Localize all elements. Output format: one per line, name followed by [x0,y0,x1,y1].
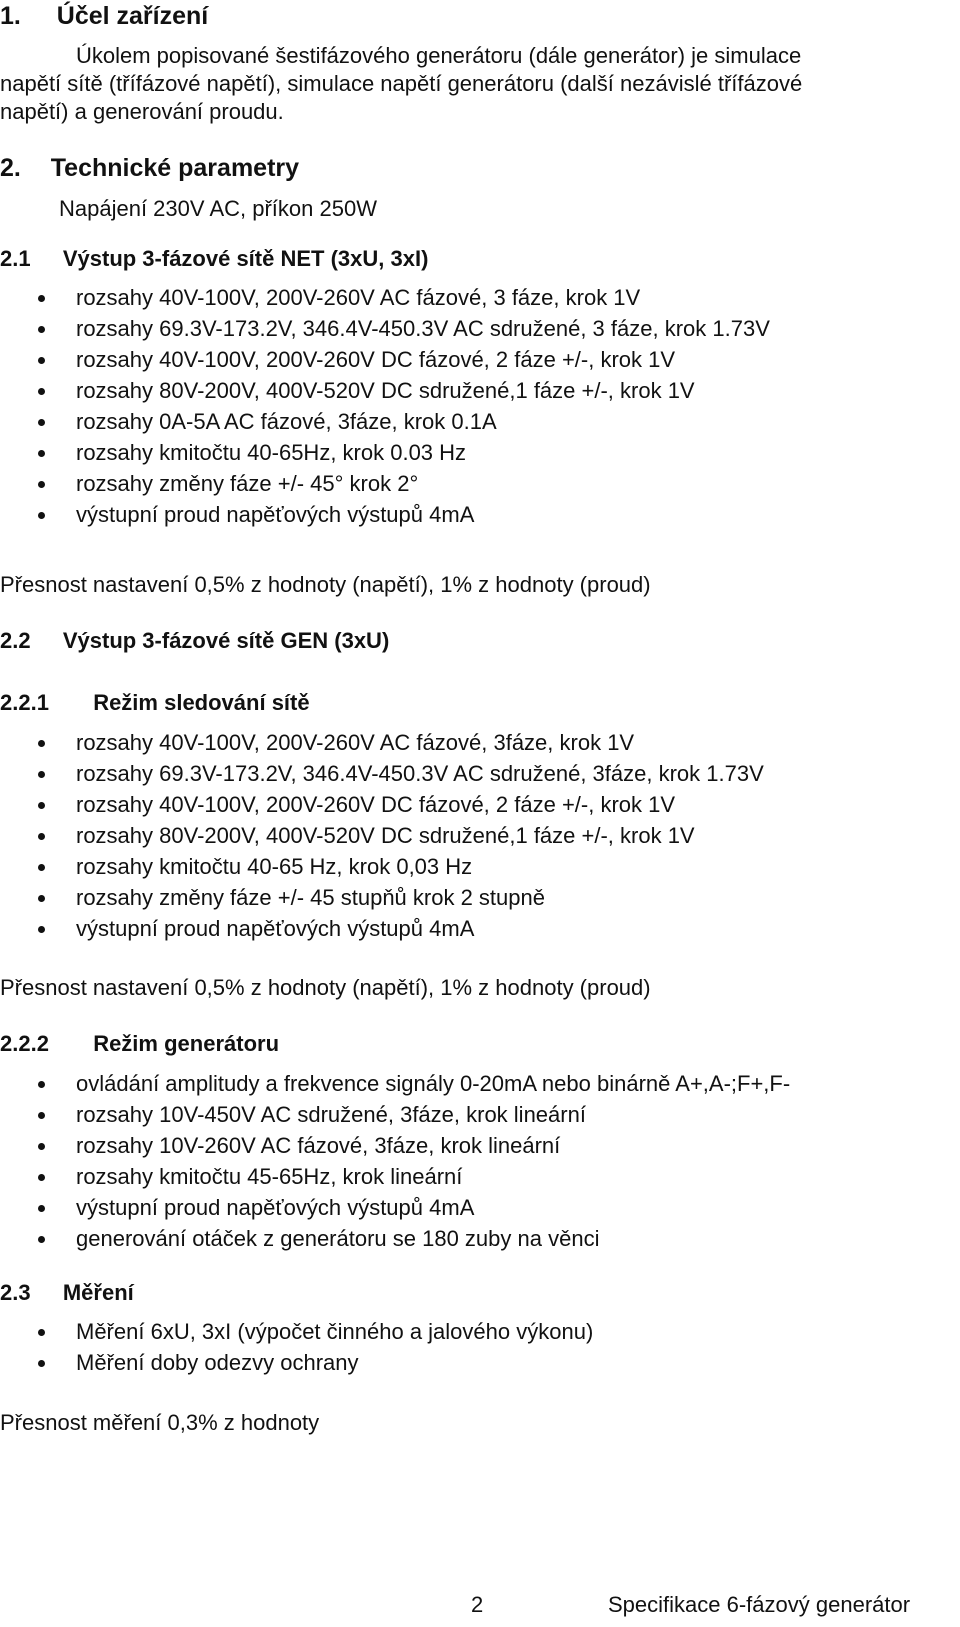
list-item-text: Měření 6xU, 3xI (výpočet činného a jalového výkonu) [76,1319,594,1344]
list-item-text: rozsahy změny fáze +/- 45° krok 2° [76,471,419,496]
section-2-2-heading [0,628,389,654]
document-title: Specifikace 6-fázový generátor [608,1592,911,1617]
list-item-text: rozsahy kmitočtu 40-65 Hz, krok 0,03 Hz [76,854,473,879]
page-number: 2 [471,1592,484,1617]
section-number: 2.1 [0,246,31,271]
section-2-2-2-heading [0,1031,279,1057]
list-item-text: výstupní proud napěťových výstupů 4mA [76,916,475,941]
section-number: 2.2.1 [0,690,49,715]
bullet-icon [38,833,45,840]
list-item-text: rozsahy 10V-260V AC fázové, 3fáze, krok lineární [76,1133,561,1158]
bullet-icon [38,481,45,488]
paragraph-line: Úkolem popisované šestifázového generátoru (dále generátor) je simulace [76,43,802,68]
bullet-icon [38,419,45,426]
section-number: 2.2.2 [0,1031,49,1056]
bullet-icon [38,740,45,747]
bullet-icon [38,295,45,302]
bullet-icon [38,1112,45,1119]
section-2-2-1-heading [0,690,310,716]
section-title: Technické parametry [50,154,300,182]
list-item-text: rozsahy 10V-450V AC sdružené, 3fáze, krok lineární [76,1102,586,1127]
bullet-icon [38,450,45,457]
section-title: Režim sledování sítě [93,690,310,715]
list-item-text: generování otáček z generátoru se 180 zuby na věnci [76,1226,600,1251]
accuracy-note: Přesnost nastavení 0,5% z hodnoty (napětí), 1% z hodnoty (proud) [0,975,651,1000]
bullet-icon [38,895,45,902]
list-item-text: rozsahy 80V-200V, 400V-520V DC sdružené,1 fáze +/-, krok 1V [76,378,695,403]
list-item-text: rozsahy 0A-5A AC fázové, 3fáze, krok 0.1A [76,409,497,434]
list-item-text: rozsahy 40V-100V, 200V-260V AC fázové, 3 fáze, krok 1V [76,285,641,310]
bullet-icon [38,1360,45,1367]
section-number: 2. [0,154,21,182]
list-item-text: rozsahy 40V-100V, 200V-260V DC fázové, 2 fáze +/-, krok 1V [76,792,676,817]
paragraph-line: napětí) a generování proudu. [0,99,284,124]
bullet-icon [38,1081,45,1088]
list-item-text: Měření doby odezvy ochrany [76,1350,359,1375]
bullet-icon [38,1236,45,1243]
section-title: Výstup 3-fázové sítě NET (3xU, 3xI) [62,246,429,271]
list-item-text: rozsahy 40V-100V, 200V-260V DC fázové, 2 fáze +/-, krok 1V [76,347,676,372]
bullet-icon [38,357,45,364]
section-title: Účel zařízení [56,2,209,30]
section-title: Výstup 3-fázové sítě GEN (3xU) [62,628,390,653]
bullet-icon [38,771,45,778]
section-title: Měření [62,1280,134,1305]
bullet-icon [38,326,45,333]
section-number: 2.3 [0,1280,31,1305]
power-spec: Napájení 230V AC, příkon 250W [59,196,377,221]
bullet-icon [38,1143,45,1150]
section-2-heading [0,154,299,183]
list-item-text: rozsahy kmitočtu 40-65Hz, krok 0.03 Hz [76,440,467,465]
accuracy-note: Přesnost nastavení 0,5% z hodnoty (napětí), 1% z hodnoty (proud) [0,572,651,597]
section-number: 1. [0,2,21,30]
list-item-text: ovládání amplitudy a frekvence signály 0-20mA nebo binárně A+,A-;F+,F- [76,1071,791,1096]
list-item-text: rozsahy 40V-100V, 200V-260V AC fázové, 3fáze, krok 1V [76,730,635,755]
list-item-text: rozsahy kmitočtu 45-65Hz, krok lineární [76,1164,463,1189]
bullet-icon [38,1174,45,1181]
bullet-icon [38,1329,45,1336]
list-item-text: výstupní proud napěťových výstupů 4mA [76,502,475,527]
list-item-text: rozsahy 69.3V-173.2V, 346.4V-450.3V AC sdružené, 3fáze, krok 1.73V [76,761,764,786]
list-item-text: výstupní proud napěťových výstupů 4mA [76,1195,475,1220]
bullet-icon [38,388,45,395]
bullet-icon [38,926,45,933]
list-item-text: rozsahy 69.3V-173.2V, 346.4V-450.3V AC sdružené, 3 fáze, krok 1.73V [76,316,770,341]
bullet-icon [38,864,45,871]
list-item-text: rozsahy změny fáze +/- 45 stupňů krok 2 stupně [76,885,545,910]
section-2-3-heading [0,1280,134,1306]
bullet-icon [38,512,45,519]
paragraph-line: napětí sítě (třífázové napětí), simulace napětí generátoru (další nezávislé třífázové [0,71,803,96]
section-number: 2.2 [0,628,31,653]
section-1-heading [0,2,208,31]
section-title: Režim generátoru [93,1031,280,1056]
bullet-icon [38,1205,45,1212]
accuracy-note: Přesnost měření 0,3% z hodnoty [0,1410,320,1435]
section-2-1-heading [0,246,428,272]
list-item-text: rozsahy 80V-200V, 400V-520V DC sdružené,1 fáze +/-, krok 1V [76,823,695,848]
bullet-icon [38,802,45,809]
